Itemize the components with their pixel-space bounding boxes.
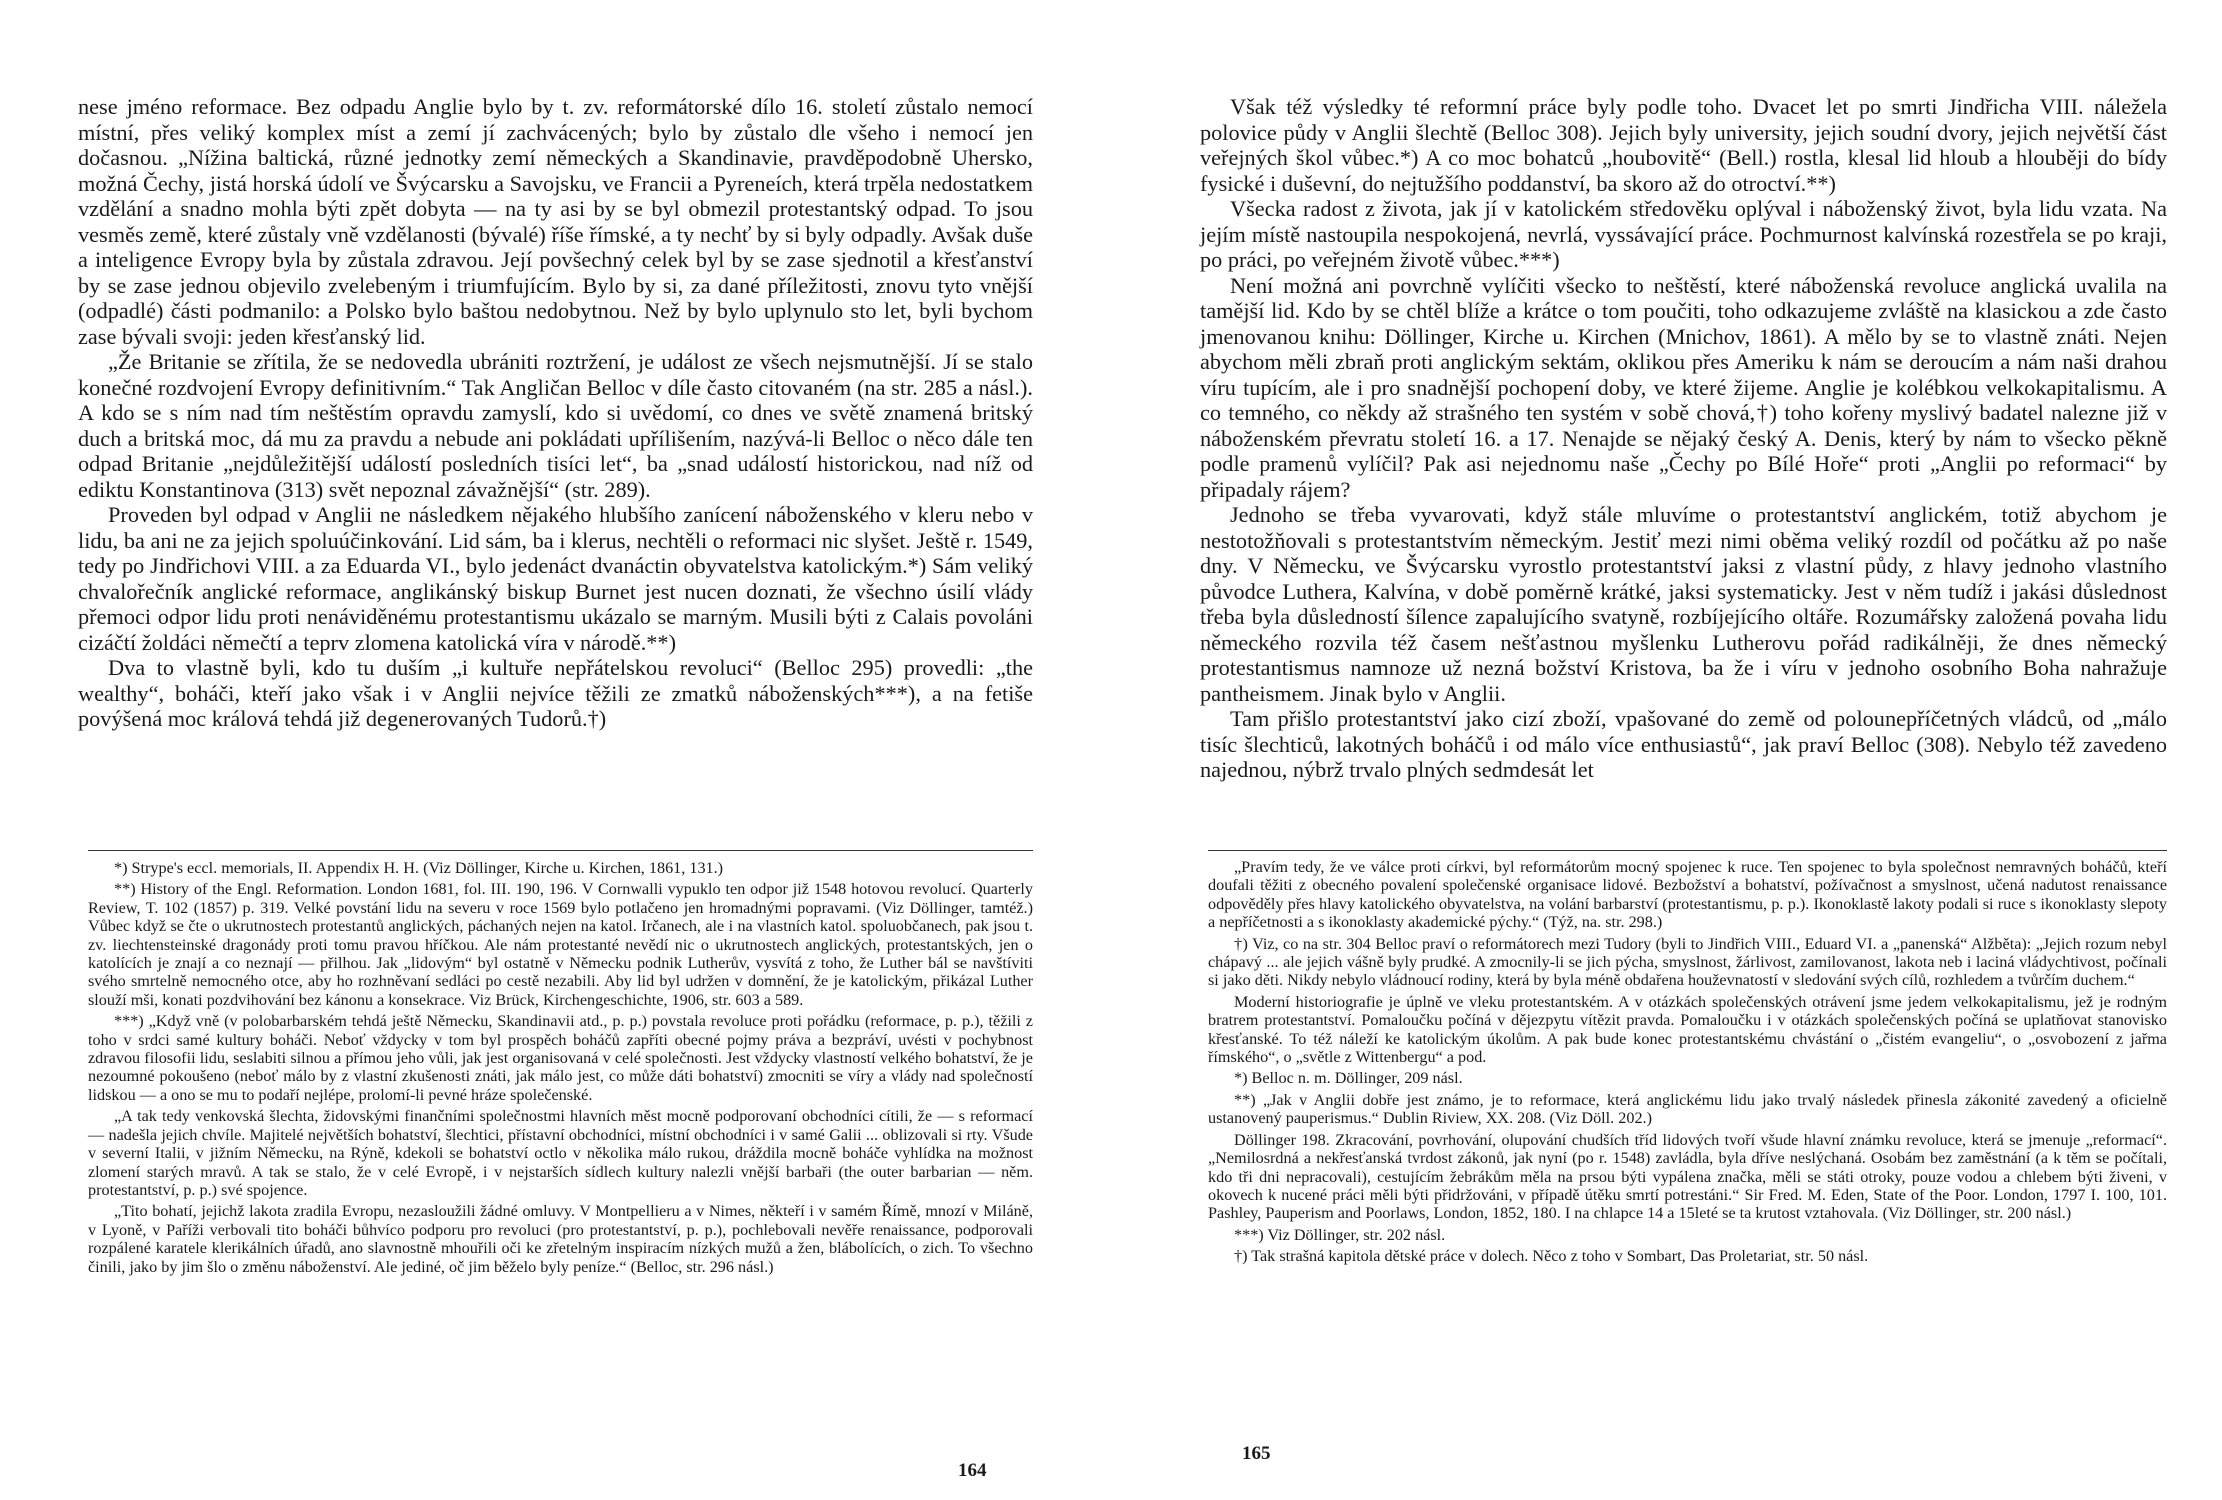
footnote: ***) Viz Döllinger, str. 202 násl. — [1234, 1225, 1446, 1244]
paragraph: Všecka radost z života, jak jí v katolickém středověku oplýval i náboženský život, byla lidu vzata. Na jejím místě nastoupila nespokojená, nevrlá, vyssávající práce. Pochmurnost kalvínská rozestřela se po kraji, po práci, po veřejném životě vůbec.***) — [1200, 196, 2167, 272]
page-number: 164 — [958, 1460, 987, 1481]
left-footnotes — [88, 859, 1033, 1279]
paragraph: Však též výsledky té reformní práce byly podle toho. Dvacet let po smrti Jindřicha VIII. náležela polovice půdy v Anglii šlechtě (Belloc 308). Jejich byly university, jejich soudní dvory, jejich největší část veřejných škol vůbec.*) A co moc bohatců „houbovitě“ (Bell.) rostla, klesal lid hloub a hlouběji do bídy fysické i duševní, do nejtužšího poddanství, ba skoro až do otroctví.**) — [1200, 94, 2167, 196]
footnote: „A tak tedy venkovská šlechta, židovskými finančními společnostmi hlavních měst mocně podporovaní obchodníci cítili, že — s reformací — nadešla jejich chvíle. Majitelé největších bohatství, šlechtici, přístavní obchodníci, místní obchodníci i v samé Galii ... oblizovali si rty. Všude v severní Italii, v jižním Německu, na Rýně, kdekoli se bohatství octlo v několika málo rukou, dráždila mocně boháče vyhlídka na možnost zlomení starých mravů. A tak se stalo, že v celé Evropě, i v nejstarších sídlech kultury nalezli vnější barbaři (the outer barbarian — něm. protestantství, p. p.) své spojence. — [88, 1107, 1033, 1199]
footnote-divider — [1208, 850, 2167, 851]
footnote: ***) „Když vně (v polobarbarském tehdá ještě Německu, Skandinavii atd., p. p.) povstala revoluce proti pořádku (reformace, p. p.), těžili z toho v srdci samé kultury boháči. Neboť vždycky v tom byl prospěch boháčů zapříti obecné pojmy práva a bezpráví, uvésti v pochybnost zdravou filosofii lidu, seslabiti silnou a přímou jeho vůli, jak jest organisovaná v celé společnosti. Jest vždycky vlastností velkého bohatství, že je nezoumné pokoušeno (neboť málo by z vlastní zkušenosti znáti, jak málo jest, co může dáti bohatství) zmocniti se víry a vlády nad společností lidskou — a ono se mu to podaří nejlépe, prolomí-li pevné hráze společenské. — [88, 1012, 1033, 1104]
footnote: **) „Jak v Anglii dobře jest známo, je to reformace, která anglickému lidu jako trvalý následek přinesla zákonité zavedený a oficielně ustanovený pauperismus.“ Dublin Riview, XX. 208. (Viz Döll. 202.) — [1208, 1090, 2167, 1128]
paragraph: Jednoho se třeba vyvarovati, když stále mluvíme o protestantství anglickém, totiž abychom je nestotožňovali s protestantstvím německým. Jestiť mezi nimi oběma veliký rozdíl od počátku až po naše dny. V Německu, ve Švýcarsku vyrostlo protestantství jaksi z vlastní půdy, z hlavy jednoho vlastního původce Luthera, Kalvína, v době poměrně krátké, jaksi systematicky. Jest v něm tudíž i jakási důslednost třeba byla důsledností šílence zapalujícího svatyně, rozbíjejícího oltáře. Rozumářsky založená povaha lidu německého rozvila též časem nešťastnou myšlenku Lutherovu pořád radikálněji, že dnes německý protestantismus namnoze už nezná božství Kristova, ba že i víru v jednoho osobního Boha nahražuje pantheismem. Jinak bylo v Anglii. — [1200, 502, 2167, 706]
right-footnotes — [1208, 858, 2167, 1269]
page-number: 165 — [1242, 1443, 1271, 1464]
left-main-text — [78, 94, 1033, 732]
paragraph: „Že Britanie se zřítila, že se nedovedla ubrániti roztržení, je událost ze všech nejsmutnější. Jí se stalo konečné rozdvojení Evropy definitivním.“ Tak Angličan Belloc v díle často citovaném (na str. 285 a násl.). A kdo se s ním nad tím neštěstím opravdu zamyslí, kdo si uvědomí, co dnes ve světě znamená britský duch a britská moc, dá mu za pravdu a nebude ani pokládati upřílišením, nazývá-li Belloc o něco dále ten odpad Britanie „nejdůležitější událostí posledních tisíci let“, ba „snad událostí historickou, nad níž od ediktu Konstantinova (313) svět nepoznal závažnější“ (str. 289). — [78, 349, 1033, 502]
paragraph: Dva to vlastně byli, kdo tu duším „i kultuře nepřátelskou revoluci“ (Belloc 295) provedli: „the wealthy“, boháči, kteří jako však i v Anglii nejvíce těžili ze zmatků náboženských***), a na fetiše povýšená moc králová tehdá již degenerovaných Tudorů.†) — [78, 655, 1033, 731]
footnote: †) Viz, co na str. 304 Belloc praví o reformátorech mezi Tudory (byli to Jindřich VIII., Eduard VI. a „panenská“ Alžběta): „Jejich rozum nebyl chápavý ... ale jejich vášně byly prudké. A zmocnily-li se jich pýcha, smyslnost, žárlivost, zamilovanost, lakota neb i laciná vládychtivost, počínali si jako děti. Nikdy nebylo vládnoucí rodiny, která by byla méně obdařena houževnatostí v sledování svých cílů, rozhledem a tvůrčím duchem.“ — [1208, 934, 2167, 990]
right-page — [1110, 0, 2222, 1500]
footnote: Moderní historiografie je úplně ve vleku protestantském. A v otázkách společenských otrávení jsme jedem velkokapitalismu, jež je rodným bratrem protestantství. Pomaloučku počíná v dějezpytu vítězit pravda. Pomaloučku i v otázkách společenských počíná se uplatňovat stanovisko křesťanské. To též náleží ke katolickým úkolům. A pak bude konec protestantskému chvástání o „čistém evangeliu“, o „osvobození z jařma římského“, o „světle z Wittenbergu“ a pod. — [1208, 992, 2167, 1067]
footnote-divider — [88, 850, 1033, 851]
paragraph: Není možná ani povrchně vylíčiti všecko to neštěstí, které náboženská revoluce anglická uvalila na tamější lid. Kdo by se chtěl blíže a krátce o tom poučiti, toho odkazujeme zvláště na klasickou a zde často jmenovanou knihu: Döllinger, Kirche u. Kirchen (Mnichov, 1861). A mělo by se to vlastně znáti. Nejen abychom měli zbraň proti anglickým sektám, oklikou přes Ameriku k nám se deroucím a nám naši drahou víru tupícím, ale i pro snadnější pochopení doby, ve které žijeme. Anglie je kolébkou velkokapitalismu. A co temného, co někdy až strašného ten systém v sobě chová,†) toho kořeny myslivý badatel nalezne již v náboženském převratu století 16. a 17. Nenajde se nějaký český A. Denis, který by nám to všecko pěkně podle pramenů vylíčil? Pak asi nejednomu naše „Čechy po Bílé Hoře“ proti „Anglii po reformaci“ by připadaly rájem? — [1200, 272, 2167, 502]
left-page — [0, 0, 1110, 1500]
paragraph: nese jméno reformace. Bez odpadu Anglie bylo by t. zv. reformátorské dílo 16. století zůstalo nemocí místní, přes veliký komplex míst a zemí jí zachvácených; bylo by zůstalo dle všeho i nemocí jen dočasnou. „Nížina baltická, různé jednotky zemí německých a Skandinavie, pravděpodobně Uhersko, možná Čechy, jistá horská údolí ve Švýcarsku a Savojsku, ve Francii a Pyreneích, která trpěla nedostatkem vzdělání a snadno mohla býti zpět dobyta — na ty asi by se byl obmezil protestantský odpad. To jsou vesměs země, které zůstaly vně vzdělanosti (bývalé) říše římské, a ty nechť by si byly odpadly. Avšak duše a inteligence Evropy byla by zůstala zdravou. Její povšechný celek byl by se zase sjednotil a křesťanství by se zase jednou objevilo zvelebeným i triumfujícím. Bylo by si, za dané příležitosti, znovu tyto vnější (odpadlé) části podmanilo: a Polsko bylo baštou nedobytnou. Než by bylo uplynulo sto let, byli bychom zase bývali svoji: jeden křesťanský lid. — [78, 94, 1033, 349]
footnote: „Tito bohatí, jejichž lakota zradila Evropu, nezasloužili žádné omluvy. V Montpellieru a v Nimes, někteří i v samém Římě, mnozí v Miláně, v Lyoně, v Paříži verbovali tito boháči bůhvíco podporu pro revoluci (pro protestantství, p. p.), pochlebovali nevěře renaissance, podporovali rozpálené karatele klerikálních úřadů, ano slavnostně mhouřili oči ke zřetelným inspiracím nízkých mužů a žen, blábolících, o zich. To všechno činili, jako by jim šlo o změnu náboženství. Ale jediné, oč jim běželo byly peníze.“ (Belloc, str. 296 násl.) — [88, 1202, 1033, 1276]
footnote: Döllinger 198. Zkracování, povrhování, olupování chudších tříd lidových tvoří všude hlavní známku revoluce, která se jmenuje „reformací“. „Nemilosrdná a nekřesťanská tvrdost zákonů, jak nyní (po r. 1548) zavládla, byla dříve neslýchaná. Osobám bez zaměstnání (a k těm se počítali, kdo tři dni nepracovali), cestujícím žebrákům měla na prsou býti vypálena značka, měli se státi otroky, pouze vodou a chlebem býti živeni, v okovech k nucené práci měli býti přidržováni, v případě útěku smrtí potrestáni.“ Sir Fred. M. Eden, State of the Poor. London, 1797 I. 100, 101. Pashley, Pauperism and Poorlaws, London, 1852, 180. I na chlapce 14 a 15leté se ta krutost vztahovala. (Viz Döllinger, str. 200 násl.) — [1208, 1130, 2167, 1223]
footnote: **) History of the Engl. Reformation. London 1681, fol. III. 190, 196. V Cornwalli vypuklo ten odpor již 1548 hotovou revolucí. Quarterly Review, T. 102 (1857) p. 319. Velké povstání lidu na severu v roce 1569 bylo potlačeno jen hromadnými popravami. (Viz Döllinger, tamtéž.) Vůbec když se čte o ukrutnostech protestantů anglických, páchaných nejen na katol. Irčanech, ale i na vlastních katol. spoluobčanech, pak jsou t. zv. liechtensteinské dragonády proti tomu pravou hříčkou. Ale nám protestanté nevědí nic o ukrutnostech anglických, protestantských, jen o katolících je znají a co neznají — přilhou. Jak „lidovým“ byl ostatně v Německu podnik Lutherův, vysvítá z toho, že Luther bál se navštíviti svého smrtelně nemocného otce, aby ho rozhněvaní sedláci po cestě nezabili. Aby lid byl udržen v domnění, že je katolickým, přikázal Luther slouží mši, konati pozdvihování bez kánonu a konsekrace. Viz Brück, Kirchengeschichte, 1906, str. 603 a 589. — [88, 880, 1033, 1009]
footnote: *) Strype's eccl. memorials, II. Appendix H. H. (Viz Döllinger, Kirche u. Kirchen, 1861, 131.) — [114, 859, 724, 877]
right-main-text — [1200, 94, 2167, 783]
paragraph: Proveden byl odpad v Anglii ne následkem nějakého hlubšího zanícení náboženského v kleru nebo v lidu, ba ani ne za jejich spoluúčinkování. Lid sám, ba i klerus, nechtěli o reformaci nic slyšet. Ještě r. 1549, tedy po Jindřichovi VIII. a za Eduarda VI., bylo jedenáct dvanáctin obyvatelstva katolickým.*) Sám veliký chvalořečník anglické reformace, anglikánský biskup Burnet jest nucen doznati, že všechno úsilí vlády přemoci odpor lidu proti nenáviděnému protestantismu ukázalo se marným. Musili býti z Calais povoláni cizáčtí žoldáci němečtí a teprv zlomena katolická víra v národě.**) — [78, 502, 1033, 655]
footnote: *) Belloc n. m. Döllinger, 209 násl. — [1234, 1069, 1463, 1088]
footnote: †) Tak strašná kapitola dětské práce v dolech. Něco z toho v Sombart, Das Proletariat, str. 50 násl. — [1234, 1247, 1869, 1266]
footnote: „Pravím tedy, že ve válce proti církvi, byl reformátorům mocný spojenec k ruce. Ten spojenec to byla společnost nemravných boháčů, kteří doufali těžiti z obecného povalení společenské organisace lidové. Bezbožství a bohatství, požívačnost a smyslnost, učená nadutost renaissance odpověděly přes hlavy katolického obyvatelstva, na volání barbarství (protestantismu, p. p.). Ikonoklastě lakoty podali si ruce s ikonoklasty slepoty a nepříčetnosti a s ikonoklasty akademické pýchy.“ (Týž, na. str. 298.) — [1208, 858, 2167, 932]
paragraph: Tam přišlo protestantství jako cizí zboží, vpašované do země od polounepříčetných vládců, od „málo tisíc šlechticů, lakotných boháčů i od málo více enthusiastů“, jak praví Belloc (308). Nebylo též zavedeno najednou, nýbrž trvalo plných sedmdesát let — [1200, 706, 2167, 782]
